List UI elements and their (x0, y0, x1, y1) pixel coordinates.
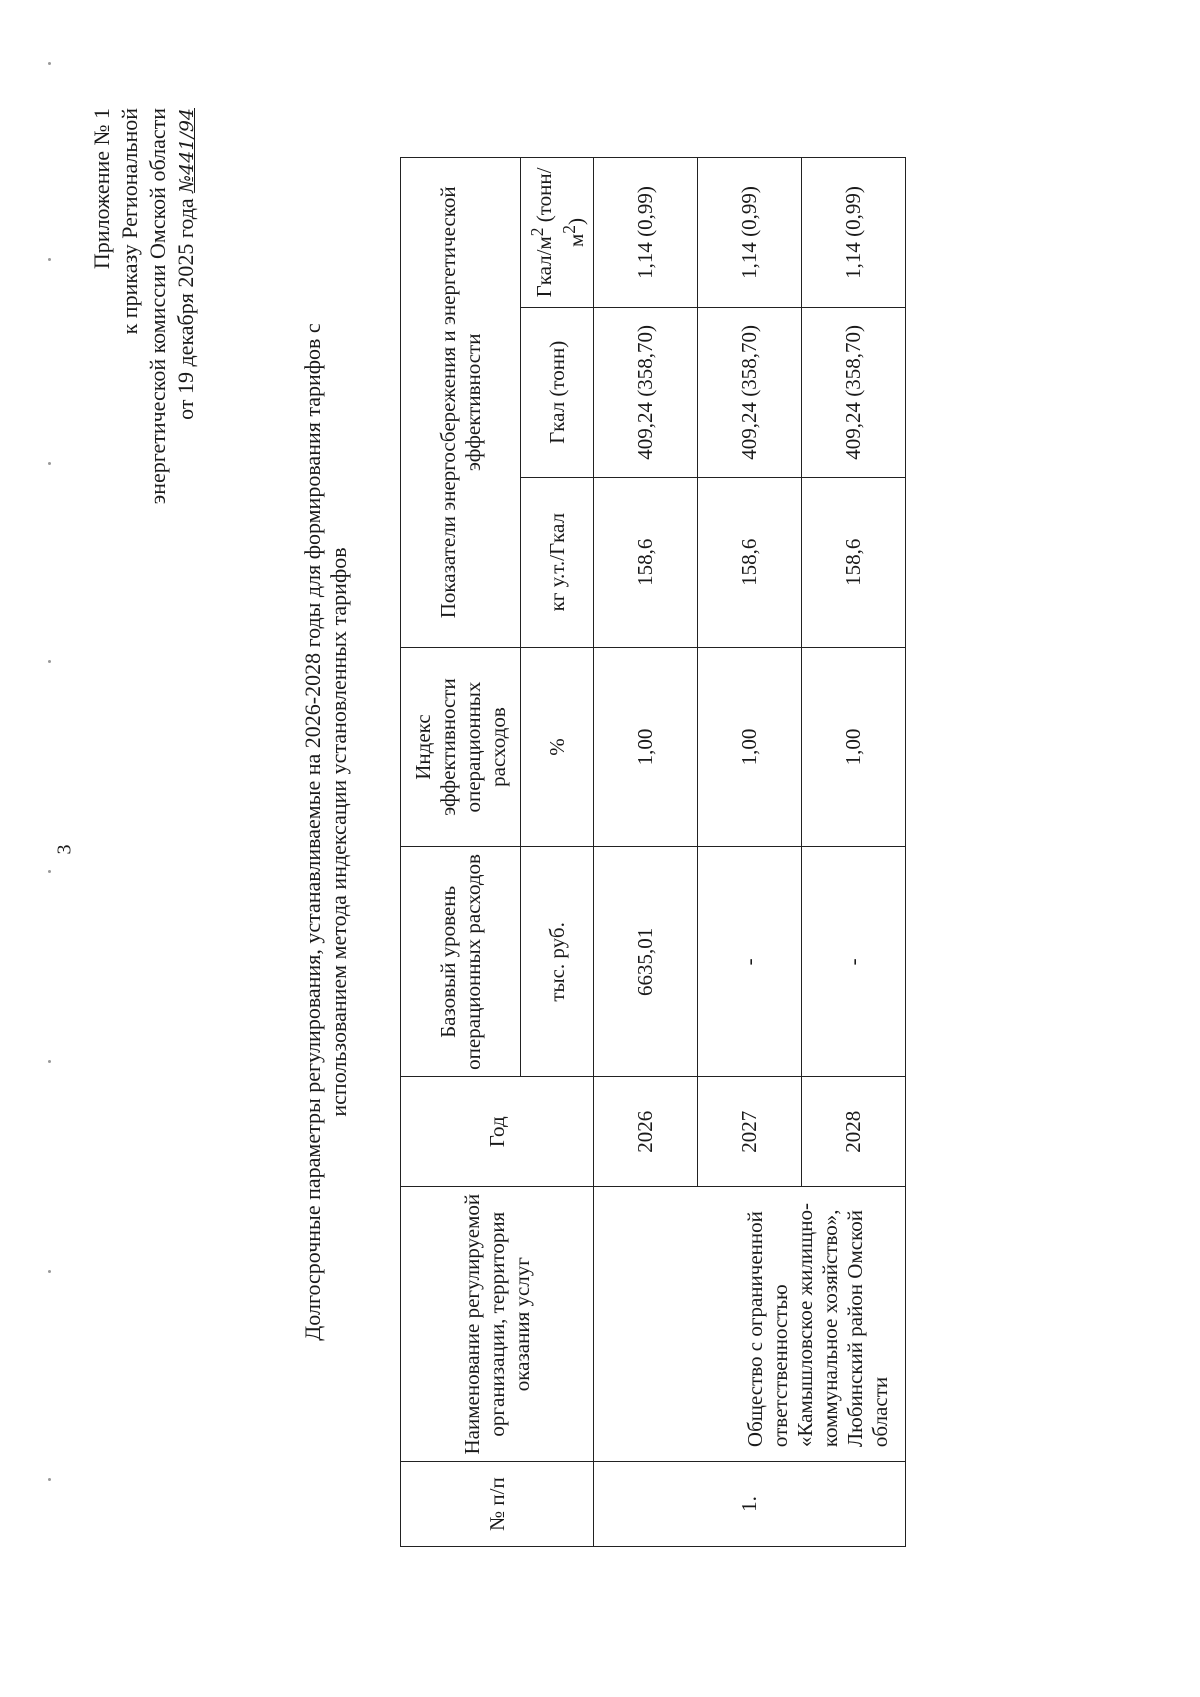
header-org: Наименование регулируемой организации, территория оказания услуг (401, 1187, 594, 1462)
appendix-date: от 19 декабря 2025 года (173, 198, 198, 420)
unit-e1: кг у.т./Гкал (521, 477, 594, 647)
row-number: 1. (594, 1462, 906, 1547)
document-title (300, 197, 352, 1467)
appendix-line-1: Приложение № 1 (89, 108, 114, 270)
cell-e1: 158,6 (802, 477, 906, 647)
org-name: Общество с ограниченной ответственностью «Камышловское жилищно-коммунальное хозяйство», Любинский район Омской области (594, 1187, 906, 1462)
cell-e2: 409,24 (358,70) (594, 307, 698, 477)
header-row (401, 158, 521, 1547)
title-line-1: Долгосрочные параметры регулирования, устанавливаемые на 2026-2028 годы для формирования тарифов с (300, 323, 325, 1341)
order-number-handwritten: №441/94 (176, 108, 198, 193)
cell-base: 6635,01 (594, 847, 698, 1077)
header-year: Год (401, 1077, 594, 1187)
cell-index: 1,00 (698, 647, 802, 847)
cell-year: 2028 (802, 1077, 906, 1187)
cell-year: 2027 (698, 1077, 802, 1187)
header-energy: Показатели энергосбережения и энергетической эффективности (401, 158, 521, 648)
cell-index: 1,00 (594, 647, 698, 847)
header-index: Индекс эффективности операционных расходов (401, 647, 521, 847)
cell-year: 2026 (594, 1077, 698, 1187)
table-row (594, 158, 698, 1547)
title-line-2: использованием метода индексации установленных тарифов (326, 547, 351, 1117)
parameters-table (400, 157, 906, 1547)
header-num: № п/п (401, 1462, 594, 1547)
appendix-line-4 (172, 108, 201, 504)
unit-e3: Гкал/$м^2$ $(тонн/м^2)$ (521, 158, 594, 308)
appendix-line-2: к приказу Региональной (117, 108, 142, 335)
cell-e3: 1,14 (0,99) (698, 158, 802, 308)
cell-e1: 158,6 (594, 477, 698, 647)
cell-base: - (802, 847, 906, 1077)
unit-e2: Гкал (тонн) (521, 307, 594, 477)
cell-index: 1,00 (802, 647, 906, 847)
cell-base: - (698, 847, 802, 1077)
unit-base: тыс. руб. (521, 847, 594, 1077)
cell-e2: 409,24 (358,70) (698, 307, 802, 477)
cell-e1: 158,6 (698, 477, 802, 647)
page-number: 3 (53, 844, 76, 855)
unit-index: % (521, 647, 594, 847)
cell-e3: 1,14 (0,99) (594, 158, 698, 308)
cell-e3: 1,14 (0,99) (802, 158, 906, 308)
appendix-block (88, 108, 201, 504)
appendix-line-3: энергетической комиссии Омской области (145, 108, 170, 505)
cell-e2: 409,24 (358,70) (802, 307, 906, 477)
header-base: Базовый уровень операционных расходов (401, 847, 521, 1077)
